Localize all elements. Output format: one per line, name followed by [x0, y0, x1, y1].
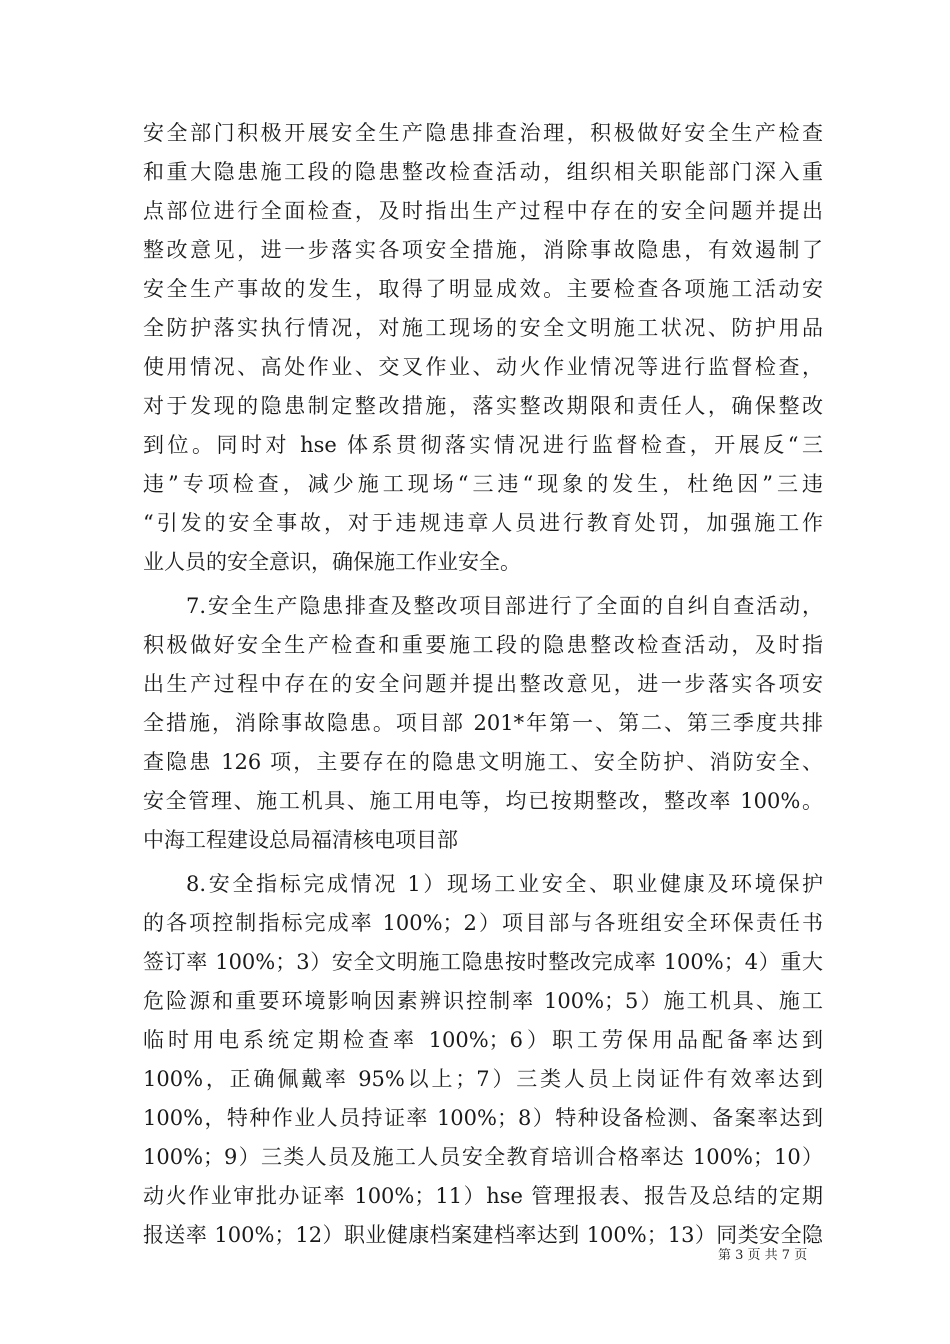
- text-line: 安全生产事故的发生，取得了明显成效。主要检查各项施工活动安: [143, 277, 823, 301]
- text-line: 100%；9）三类人员及施工人员安全教育培训合格率达 100%；10）: [143, 1145, 823, 1169]
- text-line: 报送率 100%；12）职业健康档案建档率达到 100%；13）同类安全隐: [143, 1223, 823, 1247]
- text-line: 和重大隐患施工段的隐患整改检查活动，组织相关职能部门深入重: [143, 160, 823, 184]
- text-line: 查隐患 126 项，主要存在的隐患文明施工、安全防护、消防安全、: [143, 750, 823, 774]
- text-line: 安全管理、施工机具、施工用电等，均已按期整改，整改率 100%。: [143, 789, 823, 813]
- text-line: 的各项控制指标完成率 100%；2）项目部与各班组安全环保责任书: [143, 911, 823, 935]
- page-number-footer: 第 3 页 共 7 页: [718, 1248, 808, 1263]
- text-line: 8.安全指标完成情况 1）现场工业安全、职业健康及环境保护: [186, 872, 823, 896]
- text-line: 出生产过程中存在的安全问题并提出整改意见，进一步落实各项安: [143, 672, 823, 696]
- text-line: 100%，正确佩戴率 95%以上；7）三类人员上岗证件有效率达到: [143, 1067, 823, 1091]
- text-line: 业人员的安全意识，确保施工作业安全。: [143, 550, 521, 574]
- text-line: 使用情况、高处作业、交叉作业、动火作业情况等进行监督检查，: [143, 355, 823, 379]
- text-line: 签订率 100%；3）安全文明施工隐患按时整改完成率 100%；4）重大: [143, 950, 823, 974]
- text-line: 全措施，消除事故隐患。项目部 201*年第一、第二、第三季度共排: [143, 711, 823, 735]
- text-line: 7.安全生产隐患排查及整改项目部进行了全面的自纠自查活动，: [186, 594, 823, 618]
- text-line: 全防护落实执行情况，对施工现场的安全文明施工状况、防护用品: [143, 316, 823, 340]
- text-line: 积极做好安全生产检查和重要施工段的隐患整改检查活动，及时指: [143, 633, 823, 657]
- text-line: 整改意见，进一步落实各项安全措施，消除事故隐患，有效遏制了: [143, 238, 823, 262]
- text-line: 临时用电系统定期检查率 100%；6）职工劳保用品配备率达到: [143, 1028, 823, 1052]
- text-line: 安全部门积极开展安全生产隐患排查治理，积极做好安全生产检查: [143, 121, 823, 145]
- text-line: “引发的安全事故，对于违规违章人员进行教育处罚，加强施工作: [143, 511, 823, 535]
- text-line: 违”专项检查，减少施工现场“三违“现象的发生，杜绝因”三违: [143, 472, 823, 496]
- text-line: 危险源和重要环境影响因素辨识控制率 100%；5）施工机具、施工: [143, 989, 823, 1013]
- text-line: 中海工程建设总局福清核电项目部: [143, 828, 458, 852]
- text-line: 对于发现的隐患制定整改措施，落实整改期限和责任人，确保整改: [143, 394, 823, 418]
- text-line: 动火作业审批办证率 100%；11）hse 管理报表、报告及总结的定期: [143, 1184, 823, 1208]
- text-line: 100%，特种作业人员持证率 100%；8）特种设备检测、备案率达到: [143, 1106, 823, 1130]
- text-line: 点部位进行全面检查，及时指出生产过程中存在的安全问题并提出: [143, 199, 823, 223]
- text-line: 到位。同时对 hse 体系贯彻落实情况进行监督检查，开展反“三: [143, 433, 823, 457]
